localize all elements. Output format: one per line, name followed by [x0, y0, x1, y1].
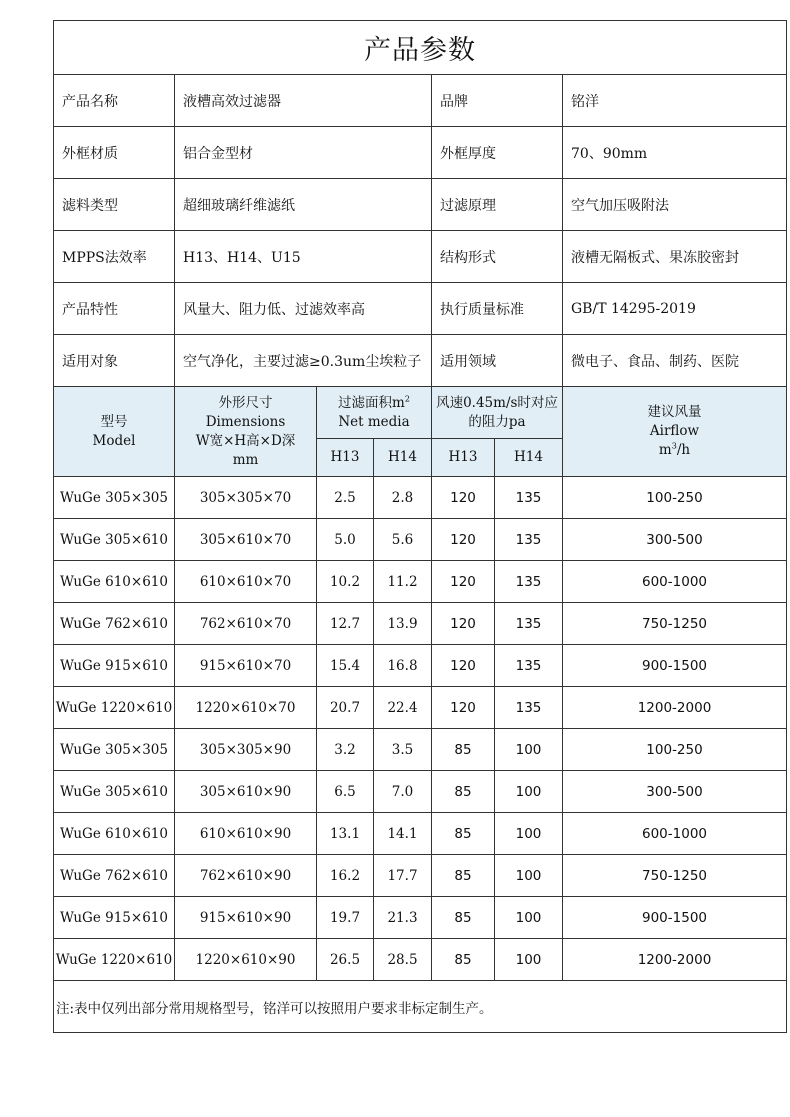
property-label: 过滤原理 [432, 179, 563, 231]
spec-resistance-h14: 135 [495, 687, 563, 729]
spec-dimensions: 305×610×70 [175, 519, 317, 561]
property-value: H13、H14、U15 [175, 231, 432, 283]
resistance-h13-header: H13 [432, 439, 495, 477]
spec-airflow: 100-250 [563, 729, 787, 771]
property-label: MPPS法效率 [54, 231, 175, 283]
property-value: 空气净化，主要过滤≥0.3um尘埃粒子 [175, 335, 432, 387]
spec-area-h13: 10.2 [317, 561, 374, 603]
resistance-header [432, 387, 563, 439]
spec-resistance-h13: 85 [432, 897, 495, 939]
spec-area-h13: 6.5 [317, 771, 374, 813]
spec-area-h14: 22.4 [374, 687, 432, 729]
resistance-header-line1: 风速0.45m/s时对应 [436, 394, 558, 411]
spec-resistance-h14: 135 [495, 477, 563, 519]
spec-row [54, 855, 787, 897]
spec-model: WuGe 610×610 [54, 813, 175, 855]
spec-resistance-h13: 85 [432, 855, 495, 897]
footnote: 注:表中仅列出部分常用规格型号，铭洋可以按照用户要求非标定制生产。 [54, 981, 787, 1033]
model-header-en: Model [92, 432, 136, 449]
property-label: 品牌 [432, 75, 563, 127]
model-header [54, 387, 175, 477]
parameter-table [53, 20, 787, 1033]
spec-dimensions: 915×610×90 [175, 897, 317, 939]
property-value: 铝合金型材 [175, 127, 432, 179]
dimensions-header-en: Dimensions [205, 413, 286, 430]
spec-dimensions: 1220×610×70 [175, 687, 317, 729]
spec-resistance-h14: 135 [495, 645, 563, 687]
spec-resistance-h13: 85 [432, 771, 495, 813]
spec-area-h13: 16.2 [317, 855, 374, 897]
spec-row [54, 519, 787, 561]
property-value: 微电子、食品、制药、医院 [563, 335, 787, 387]
spec-resistance-h14: 100 [495, 813, 563, 855]
spec-dimensions: 305×305×90 [175, 729, 317, 771]
spec-area-h14: 11.2 [374, 561, 432, 603]
spec-resistance-h14: 100 [495, 855, 563, 897]
spec-resistance-h13: 85 [432, 813, 495, 855]
media-area-header-sup: 2 [404, 394, 410, 403]
airflow-unit-h: /h [676, 442, 691, 458]
spec-airflow: 1200-2000 [563, 939, 787, 981]
spec-header [54, 387, 787, 477]
spec-area-h13: 19.7 [317, 897, 374, 939]
property-value: 液槽无隔板式、果冻胶密封 [563, 231, 787, 283]
spec-airflow: 900-1500 [563, 897, 787, 939]
spec-area-h14: 5.6 [374, 519, 432, 561]
property-label: 外框厚度 [432, 127, 563, 179]
spec-model: WuGe 762×610 [54, 855, 175, 897]
spec-model: WuGe 305×610 [54, 771, 175, 813]
spec-resistance-h14: 135 [495, 603, 563, 645]
spec-model: WuGe 305×305 [54, 477, 175, 519]
property-row [54, 75, 787, 127]
airflow-header-cn: 建议风量 [647, 404, 702, 420]
spec-area-h13: 13.1 [317, 813, 374, 855]
spec-area-h13: 12.7 [317, 603, 374, 645]
spec-resistance-h13: 120 [432, 687, 495, 729]
spec-area-h13: 20.7 [317, 687, 374, 729]
property-value: 空气加压吸附法 [563, 179, 787, 231]
property-value: 70、90mm [563, 127, 787, 179]
spec-resistance-h13: 85 [432, 729, 495, 771]
airflow-header [563, 387, 787, 477]
spec-resistance-h14: 135 [495, 519, 563, 561]
spec-resistance-h13: 120 [432, 519, 495, 561]
spec-resistance-h13: 120 [432, 561, 495, 603]
spec-row [54, 645, 787, 687]
spec-area-h14: 3.5 [374, 729, 432, 771]
spec-dimensions: 915×610×70 [175, 645, 317, 687]
product-parameter-sheet [53, 20, 786, 1033]
spec-resistance-h14: 100 [495, 897, 563, 939]
spec-area-h14: 17.7 [374, 855, 432, 897]
property-label: 产品特性 [54, 283, 175, 335]
spec-row [54, 939, 787, 981]
property-value: 风量大、阻力低、过滤效率高 [175, 283, 432, 335]
spec-resistance-h13: 85 [432, 939, 495, 981]
spec-area-h14: 28.5 [374, 939, 432, 981]
spec-area-h13: 15.4 [317, 645, 374, 687]
property-label: 产品名称 [54, 75, 175, 127]
resistance-h14-header: H14 [495, 439, 563, 477]
property-value: 超细玻璃纤维滤纸 [175, 179, 432, 231]
spec-airflow: 600-1000 [563, 561, 787, 603]
spec-model: WuGe 762×610 [54, 603, 175, 645]
airflow-unit-sup: 3 [671, 441, 677, 451]
property-value: GB/T 14295-2019 [563, 283, 787, 335]
property-row [54, 231, 787, 283]
property-row [54, 179, 787, 231]
spec-row [54, 477, 787, 519]
spec-dimensions: 610×610×90 [175, 813, 317, 855]
spec-model: WuGe 1220×610 [54, 939, 175, 981]
property-row [54, 335, 787, 387]
spec-airflow: 900-1500 [563, 645, 787, 687]
spec-airflow: 1200-2000 [563, 687, 787, 729]
spec-resistance-h13: 120 [432, 603, 495, 645]
spec-area-h14: 21.3 [374, 897, 432, 939]
dimensions-header-unit: mm [232, 451, 259, 468]
property-label: 适用对象 [54, 335, 175, 387]
property-rows [54, 75, 787, 387]
media-area-h13-header: H13 [317, 439, 374, 477]
spec-row [54, 687, 787, 729]
spec-airflow: 300-500 [563, 519, 787, 561]
spec-model: WuGe 305×610 [54, 519, 175, 561]
spec-dimensions: 305×305×70 [175, 477, 317, 519]
spec-row [54, 561, 787, 603]
spec-model: WuGe 610×610 [54, 561, 175, 603]
spec-model: WuGe 1220×610 [54, 687, 175, 729]
spec-area-h14: 14.1 [374, 813, 432, 855]
spec-resistance-h13: 120 [432, 645, 495, 687]
page-title: 产品参数 [54, 21, 787, 75]
airflow-header-en: Airflow [649, 423, 700, 439]
spec-area-h14: 16.8 [374, 645, 432, 687]
spec-area-h14: 13.9 [374, 603, 432, 645]
spec-row [54, 771, 787, 813]
media-area-header-en: Net media [338, 413, 410, 430]
property-label: 滤料类型 [54, 179, 175, 231]
dimensions-header-cn: 外形尺寸 [218, 394, 273, 411]
property-label: 结构形式 [432, 231, 563, 283]
spec-area-h13: 26.5 [317, 939, 374, 981]
property-value: 液槽高效过滤器 [175, 75, 432, 127]
spec-resistance-h14: 100 [495, 729, 563, 771]
spec-area-h13: 2.5 [317, 477, 374, 519]
dimensions-header-formula: W宽×H高×D深 [195, 432, 296, 449]
spec-area-h14: 7.0 [374, 771, 432, 813]
model-header-cn: 型号 [100, 413, 128, 430]
property-row [54, 127, 787, 179]
spec-dimensions: 762×610×90 [175, 855, 317, 897]
spec-row [54, 603, 787, 645]
spec-rows [54, 477, 787, 981]
spec-resistance-h14: 135 [495, 561, 563, 603]
spec-airflow: 750-1250 [563, 603, 787, 645]
spec-airflow: 100-250 [563, 477, 787, 519]
spec-row [54, 813, 787, 855]
spec-model: WuGe 915×610 [54, 645, 175, 687]
spec-row [54, 729, 787, 771]
spec-area-h13: 3.2 [317, 729, 374, 771]
resistance-header-line2: 的阻力pa [468, 413, 526, 430]
dimensions-header [175, 387, 317, 477]
spec-dimensions: 610×610×70 [175, 561, 317, 603]
property-value: 铭洋 [563, 75, 787, 127]
spec-airflow: 600-1000 [563, 813, 787, 855]
spec-airflow: 750-1250 [563, 855, 787, 897]
media-area-h14-header: H14 [374, 439, 432, 477]
media-area-header-cn: 过滤面积m [338, 394, 405, 411]
spec-resistance-h14: 100 [495, 939, 563, 981]
spec-resistance-h13: 120 [432, 477, 495, 519]
spec-resistance-h14: 100 [495, 771, 563, 813]
spec-area-h13: 5.0 [317, 519, 374, 561]
spec-area-h14: 2.8 [374, 477, 432, 519]
spec-dimensions: 762×610×70 [175, 603, 317, 645]
property-row [54, 283, 787, 335]
spec-row [54, 897, 787, 939]
spec-dimensions: 1220×610×90 [175, 939, 317, 981]
media-area-header [317, 387, 432, 439]
spec-dimensions: 305×610×90 [175, 771, 317, 813]
property-label: 执行质量标准 [432, 283, 563, 335]
spec-model: WuGe 915×610 [54, 897, 175, 939]
property-label: 外框材质 [54, 127, 175, 179]
property-label: 适用领域 [432, 335, 563, 387]
spec-model: WuGe 305×305 [54, 729, 175, 771]
spec-airflow: 300-500 [563, 771, 787, 813]
airflow-unit-m: m [658, 442, 672, 458]
